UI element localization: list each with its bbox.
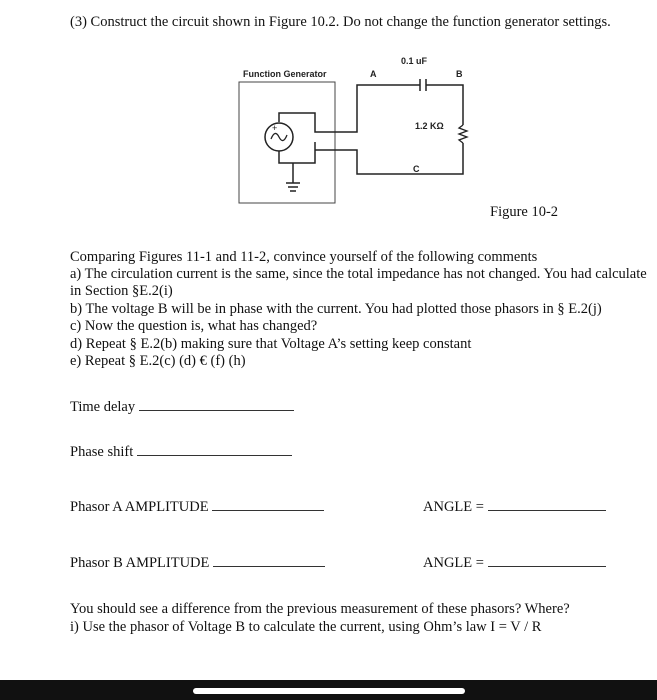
capacitor-label: 0.1 uF — [401, 56, 428, 66]
resistor-label: 1.2 KΩ — [415, 121, 444, 131]
function-generator-box — [239, 82, 335, 203]
resistor-icon — [459, 125, 467, 143]
function-generator-label: Function Generator — [243, 69, 327, 79]
phasor-a-amplitude-label: Phasor A AMPLITUDE — [70, 499, 209, 515]
figure-caption: Figure 10-2 — [490, 204, 559, 220]
generator-wiring — [279, 113, 336, 163]
top-wire — [336, 85, 463, 132]
node-a-label: A — [370, 69, 377, 79]
plus-icon: + — [272, 123, 278, 133]
comment-a-line2: in Section §E.2(i) — [70, 283, 173, 299]
time-delay-label: Time delay — [70, 399, 136, 415]
phasor-b-amplitude-label: Phasor B AMPLITUDE — [70, 555, 210, 571]
angle-a-label: ANGLE = — [423, 499, 484, 515]
time-delay-blank[interactable] — [139, 399, 294, 411]
node-b-label: B — [456, 69, 463, 79]
angle-b-field — [423, 555, 606, 572]
closing-line2: i) Use the phasor of Voltage B to calculate the current, using Ohm’s law I = V / R — [70, 619, 542, 635]
phase-shift-blank[interactable] — [137, 444, 292, 456]
home-indicator[interactable] — [193, 688, 465, 694]
phasor-b-amplitude-blank[interactable] — [213, 555, 325, 567]
comment-e: e) Repeat § E.2(c) (d) € (f) (h) — [70, 353, 246, 369]
comment-b: b) The voltage B will be in phase with the current. You had plotted those phasors in § E.2(j) — [70, 301, 602, 317]
comment-c: c) Now the question is, what has changed? — [70, 318, 318, 334]
angle-b-label: ANGLE = — [423, 555, 484, 571]
capacitor-icon — [420, 79, 426, 91]
phasor-a-amplitude-field — [70, 499, 324, 516]
sine-wave-icon — [271, 133, 287, 140]
angle-a-field — [423, 499, 606, 516]
phase-shift-label: Phase shift — [70, 444, 134, 460]
circuit-diagram — [0, 0, 657, 240]
closing-line1: You should see a difference from the previous measurement of these phasors? Where? — [70, 601, 570, 617]
phasor-b-amplitude-field — [70, 555, 325, 572]
comment-a-line1: a) The circulation current is the same, since the total impedance has not changed. You had calculate — [70, 266, 647, 282]
comments-intro: Comparing Figures 11-1 and 11-2, convince yourself of the following comments — [70, 249, 538, 265]
angle-b-blank[interactable] — [488, 555, 606, 567]
ground-icon — [286, 183, 300, 191]
phase-shift-field — [70, 444, 292, 461]
angle-a-blank[interactable] — [488, 499, 606, 511]
phasor-a-amplitude-blank[interactable] — [212, 499, 324, 511]
question-title: (3) Construct the circuit shown in Figure 10.2. Do not change the function generator settings. — [70, 14, 611, 30]
time-delay-field — [70, 399, 294, 416]
comment-d: d) Repeat § E.2(b) making sure that Voltage A’s setting keep constant — [70, 336, 472, 352]
bottom-wire — [336, 143, 463, 174]
node-c-label: C — [413, 164, 420, 174]
